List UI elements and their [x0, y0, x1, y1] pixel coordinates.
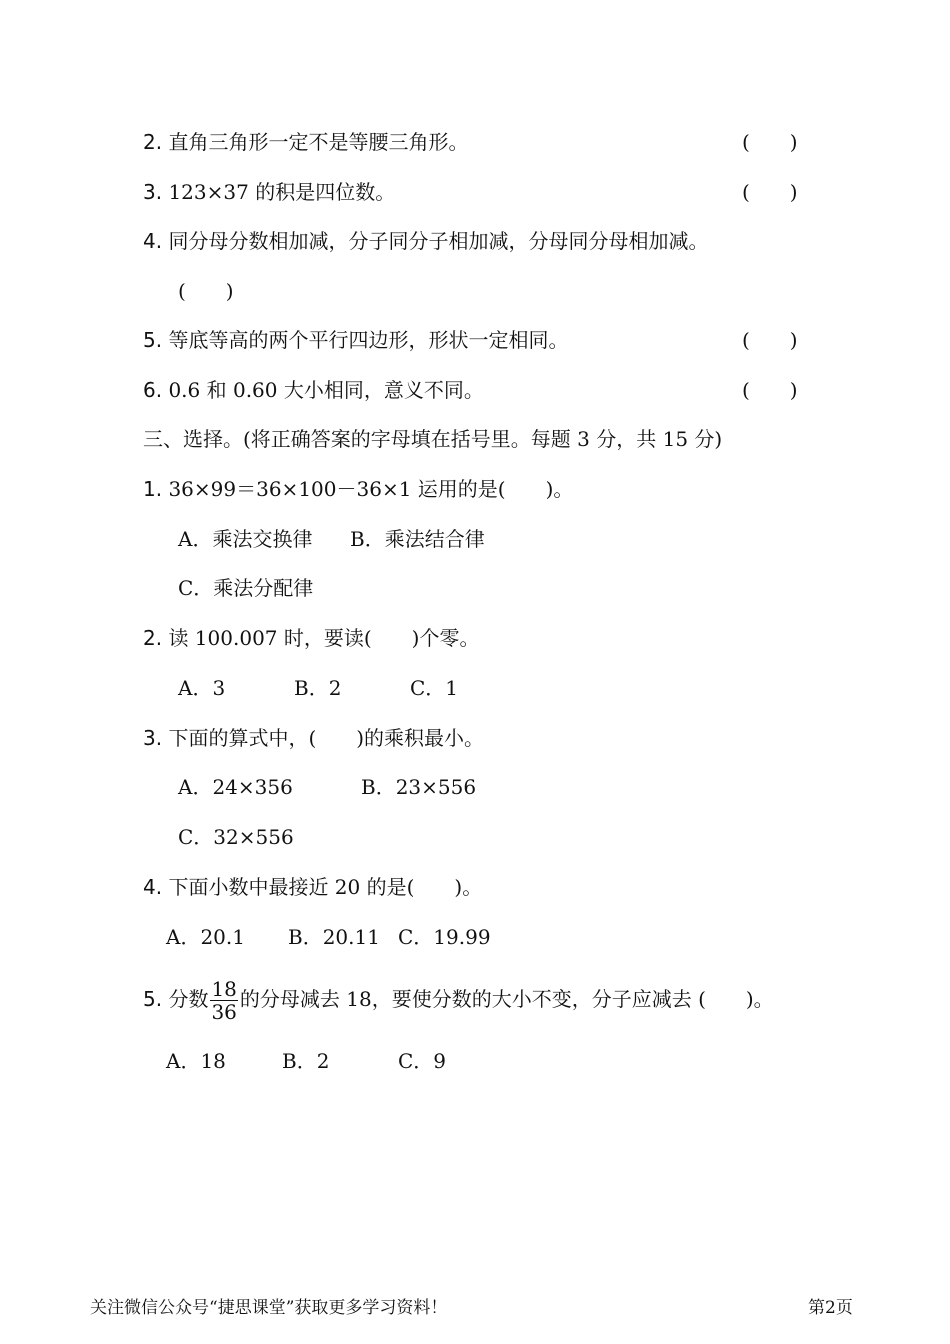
option-a: A．3 — [178, 676, 226, 700]
option-b: B．乘法结合律 — [350, 527, 485, 551]
choice-question-1 — [143, 475, 573, 503]
item-text: 直角三角形一定不是等腰三角形。 — [168, 130, 469, 154]
section-heading: 三、选择。(将正确答案的字母填在括号里。每题 3 分，共 15 分) — [143, 427, 723, 451]
question-text: 下面小数中最接近 20 的是( )。 — [168, 875, 483, 899]
question-number: 4. — [143, 875, 163, 899]
option-b: B．23×556 — [361, 775, 477, 799]
option-b: B．2 — [294, 676, 342, 700]
item-number: 3. — [143, 180, 163, 204]
item-number: 2. — [143, 130, 163, 154]
option-c: C．1 — [410, 676, 459, 700]
question-text: 36×99＝36×100－36×1 运用的是( )。 — [168, 477, 574, 501]
question-number: 3. — [143, 726, 163, 750]
answer-paren: ( ) — [178, 279, 234, 303]
judge-item-2 — [143, 128, 468, 156]
item-text: 123×37 的积是四位数。 — [168, 180, 396, 204]
item-text: 0.6 和 0.60 大小相同，意义不同。 — [168, 378, 484, 402]
option-c: C．乘法分配律 — [178, 576, 314, 600]
answer-paren: ( ) — [742, 180, 798, 204]
option-c: C．19.99 — [398, 925, 491, 949]
choice-question-2 — [143, 624, 479, 652]
question-text-pre: 分数 — [168, 987, 209, 1011]
judge-item-6 — [143, 376, 484, 404]
choice-question-3 — [143, 724, 484, 752]
answer-paren: ( ) — [742, 130, 798, 154]
page-number: 第2页 — [808, 1298, 853, 1318]
question-number: 2. — [143, 626, 163, 650]
answer-paren: ( ) — [742, 328, 798, 352]
option-b: B．2 — [282, 1049, 330, 1073]
choice-question-5 — [143, 974, 774, 1024]
item-number: 4. — [143, 229, 163, 253]
fraction-denominator: 36 — [211, 1000, 237, 1024]
fraction — [210, 978, 237, 1023]
judge-item-5 — [143, 326, 568, 354]
option-a: A．乘法交换律 — [178, 527, 313, 551]
question-number: 1. — [143, 477, 163, 501]
option-b: B．20.11 — [288, 925, 380, 949]
question-number: 5. — [143, 987, 163, 1011]
question-text: 下面的算式中，( )的乘积最小。 — [168, 726, 485, 750]
footer-promo: 关注微信公众号“捷思课堂”获取更多学习资料！ — [90, 1298, 448, 1318]
judge-item-3 — [143, 178, 395, 206]
answer-paren: ( ) — [742, 378, 798, 402]
item-text: 等底等高的两个平行四边形，形状一定相同。 — [168, 328, 569, 352]
item-text: 同分母分数相加减，分子同分子相加减，分母同分母相加减。 — [168, 229, 709, 253]
question-text: 读 100.007 时，要读( )个零。 — [168, 626, 480, 650]
item-number: 5. — [143, 328, 163, 352]
choice-question-4 — [143, 873, 482, 901]
option-a: A．20.1 — [166, 925, 245, 949]
option-c: C．32×556 — [178, 825, 294, 849]
question-text-post: 的分母减去 18，要使分数的大小不变，分子应减去 ( )。 — [239, 987, 774, 1011]
option-a: A．24×356 — [178, 775, 293, 799]
option-a: A．18 — [166, 1049, 226, 1073]
option-c: C．9 — [398, 1049, 447, 1073]
fraction-numerator: 18 — [211, 977, 237, 1001]
item-number: 6. — [143, 378, 163, 402]
judge-item-4 — [143, 227, 708, 255]
